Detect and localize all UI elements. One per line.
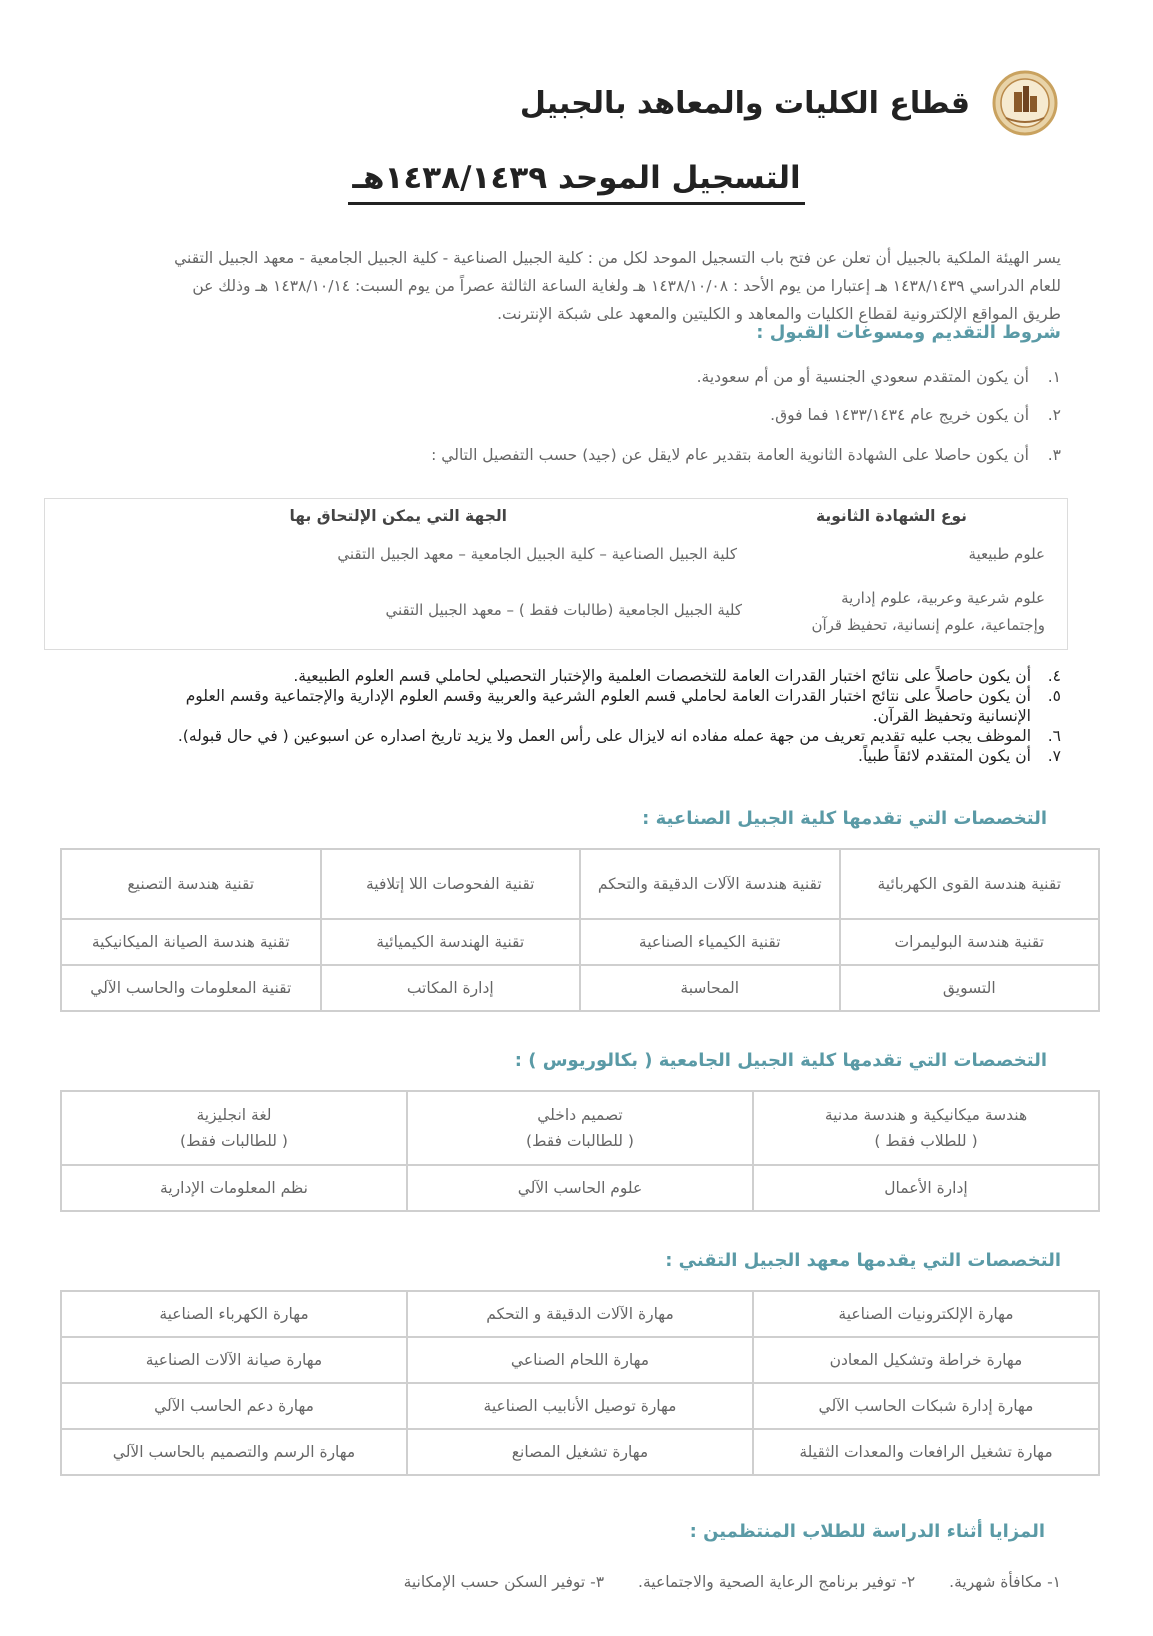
table-cell: إدارة الأعمال — [753, 1165, 1099, 1211]
table-row — [61, 1165, 1099, 1211]
condition-number: ٤. — [1047, 667, 1061, 685]
condition-number: ٧. — [1047, 747, 1061, 765]
condition-item — [66, 666, 1061, 686]
condition-text: أن يكون حاصلاً على نتائج اختبار القدرات العامة لحاملي قسم العلوم الشرعية والعربية وقسم العلوم الإدارية والإجتماعية وقسم العلوم — [185, 687, 1031, 705]
table-cell — [407, 1091, 753, 1165]
table-row — [61, 919, 1099, 965]
table-cell: تقنية المعلومات والحاسب الآلي — [61, 965, 321, 1011]
intro-line: يسر الهيئة الملكية بالجبيل أن تعلن عن فتح باب التسجيل الموحد لكل من : كلية الجبيل الصناعية - كلية الجبيل الجامعية - معهد الجبيل التقني — [174, 249, 1061, 267]
table-cell: مهارة تشغيل الرافعات والمعدات الثقيلة — [753, 1429, 1099, 1475]
table-row — [61, 1091, 1099, 1165]
table-cell: مهارة دعم الحاسب الآلي — [61, 1383, 407, 1429]
table-row — [61, 965, 1099, 1011]
condition-number: ٢. — [1047, 406, 1061, 424]
table-row — [61, 1429, 1099, 1475]
condition-item — [770, 406, 1061, 424]
major-name: تصميم داخلي — [537, 1106, 623, 1124]
table-cell: مهارة صيانة الآلات الصناعية — [61, 1337, 407, 1383]
grades-cell-entity: كلية الجبيل الصناعية – كلية الجبيل الجامعية – معهد الجبيل التقني — [337, 545, 737, 563]
grades-cell-entity: كلية الجبيل الجامعية (طالبات فقط ) – معهد الجبيل التقني — [385, 601, 742, 619]
table-cell: مهارة إدارة شبكات الحاسب الآلي — [753, 1383, 1099, 1429]
grades-header-entity: الجهة التي يمكن الإلتحاق بها — [289, 507, 507, 525]
table-cell: تقنية الهندسة الكيميائية — [321, 919, 581, 965]
intro-line: للعام الدراسي ١٤٣٨/١٤٣٩ هـ إعتبارا من يوم الأحد : ١٤٣٨/١٠/٠٨ هـ ولغاية الساعة الثالثة عصراً من يوم السبت: ١٤٣٨/١٠/١٤ هـ وذلك عن — [192, 277, 1061, 295]
grades-table — [44, 498, 1068, 650]
header — [520, 70, 1058, 136]
condition-text: أن يكون المتقدم سعودي الجنسية أو من أم سعودية. — [696, 368, 1029, 386]
table-row — [61, 1291, 1099, 1337]
table-cell: مهارة اللحام الصناعي — [407, 1337, 753, 1383]
technical-heading: التخصصات التي يقدمها معهد الجبيل التقني : — [665, 1250, 1061, 1271]
table-cell: تقنية هندسة البوليمرات — [840, 919, 1100, 965]
table-cell: مهارة الإلكترونيات الصناعية — [753, 1291, 1099, 1337]
table-cell: تقنية الكيمياء الصناعية — [580, 919, 840, 965]
benefit-item: ٢- توفير برنامج الرعاية الصحية والاجتماعية. — [638, 1573, 916, 1591]
sector-title: قطاع الكليات والمعاهد بالجبيل — [519, 85, 970, 121]
condition-item — [66, 686, 1061, 706]
main-title-text: التسجيل الموحد ١٤٣٨/١٤٣٩هـ — [348, 160, 804, 205]
grades-cell-type — [811, 585, 1045, 639]
condition-text: أن يكون خريج عام ١٤٣٣/١٤٣٤ فما فوق. — [770, 406, 1029, 424]
benefit-item: ٣- توفير السكن حسب الإمكانية — [403, 1573, 605, 1591]
condition-item — [431, 446, 1061, 464]
major-note: ( للطلاب فقط ) — [874, 1132, 978, 1150]
table-cell: نظم المعلومات الإدارية — [61, 1165, 407, 1211]
condition-item — [66, 706, 1061, 726]
table-cell: مهارة الكهرباء الصناعية — [61, 1291, 407, 1337]
grades-cell-type: علوم طبيعية — [968, 545, 1045, 563]
conditions-heading: شروط التقديم ومسوغات القبول : — [756, 322, 1061, 343]
industrial-majors-table — [60, 848, 1100, 1012]
industrial-heading: التخصصات التي تقدمها كلية الجبيل الصناعية : — [642, 808, 1047, 829]
table-cell: التسويق — [840, 965, 1100, 1011]
table-cell: علوم الحاسب الآلي — [407, 1165, 753, 1211]
table-cell: مهارة الآلات الدقيقة و التحكم — [407, 1291, 753, 1337]
royal-commission-logo-icon — [992, 70, 1058, 136]
university-heading: التخصصات التي تقدمها كلية الجبيل الجامعية ( بكالوريوس ) : — [514, 1050, 1047, 1071]
main-title — [0, 160, 1153, 196]
condition-number: ١. — [1047, 368, 1061, 386]
grades-cell-type-line: وإجتماعية، علوم إنسانية، تحفيظ قرآن — [811, 616, 1045, 634]
condition-number: ٥. — [1047, 687, 1061, 705]
condition-text: أن يكون حاصلا على الشهادة الثانوية العامة بتقدير عام لايقل عن (جيد) حسب التفصيل التالي : — [431, 446, 1029, 464]
table-cell: إدارة المكاتب — [321, 965, 581, 1011]
table-cell: تقنية هندسة الآلات الدقيقة والتحكم — [580, 849, 840, 919]
table-cell: مهارة توصيل الأنابيب الصناعية — [407, 1383, 753, 1429]
condition-item — [697, 368, 1061, 386]
table-cell: المحاسبة — [580, 965, 840, 1011]
technical-majors-table — [60, 1290, 1100, 1476]
table-row — [61, 1383, 1099, 1429]
table-cell: تقنية هندسة القوى الكهربائية — [840, 849, 1100, 919]
benefits-list — [404, 1573, 1061, 1591]
condition-item — [66, 746, 1061, 766]
table-cell: تقنية الفحوصات اللا إتلافية — [321, 849, 581, 919]
condition-text: أن يكون حاصلاً على نتائج اختبار القدرات العامة للتخصصات العلمية والإختبار التحصيلي لحاملي قسم العلوم الطبيعية. — [293, 667, 1031, 685]
condition-text: الموظف يجب عليه تقديم تعريف من جهة عمله مفاده انه لايزال على رأس العمل ولا يزيد تاريخ اصداره عن اسبوعين ( في حال قبوله). — [177, 727, 1031, 745]
table-row — [61, 1337, 1099, 1383]
intro-line: طريق المواقع الإلكترونية لقطاع الكليات والمعاهد و الكليتين والمعهد على شبكة الإنترنت. — [497, 305, 1061, 323]
condition-number — [1043, 706, 1061, 726]
condition-number: ٣. — [1047, 446, 1061, 464]
major-name: هندسة ميكانيكية و هندسة مدنية — [824, 1106, 1028, 1124]
major-note: ( للطالبات فقط) — [180, 1132, 288, 1150]
table-row — [61, 849, 1099, 919]
table-cell: مهارة تشغيل المصانع — [407, 1429, 753, 1475]
table-cell: تقنية هندسة التصنيع — [61, 849, 321, 919]
major-note: ( للطالبات فقط) — [526, 1132, 634, 1150]
table-cell — [61, 1091, 407, 1165]
condition-number: ٦. — [1047, 727, 1061, 745]
table-cell: تقنية هندسة الصيانة الميكانيكية — [61, 919, 321, 965]
university-majors-table — [60, 1090, 1100, 1212]
condition-text: أن يكون المتقدم لائقاً طبياً. — [858, 747, 1031, 765]
benefits-heading: المزايا أثناء الدراسة للطلاب المنتظمين : — [689, 1521, 1045, 1542]
table-cell — [753, 1091, 1099, 1165]
major-name: لغة انجليزية — [196, 1106, 272, 1124]
conditions-list-b — [66, 666, 1061, 766]
benefit-item: ١- مكافأة شهرية. — [949, 1573, 1061, 1591]
intro-paragraph — [76, 244, 1061, 328]
grades-header-type: نوع الشهادة الثانوية — [815, 507, 967, 525]
table-cell: مهارة خراطة وتشكيل المعادن — [753, 1337, 1099, 1383]
condition-item — [66, 726, 1061, 746]
condition-text: الإنسانية وتحفيظ القرآن. — [872, 707, 1031, 725]
table-cell: مهارة الرسم والتصميم بالحاسب الآلي — [61, 1429, 407, 1475]
grades-cell-type-line: علوم شرعية وعربية، علوم إدارية — [841, 589, 1045, 607]
